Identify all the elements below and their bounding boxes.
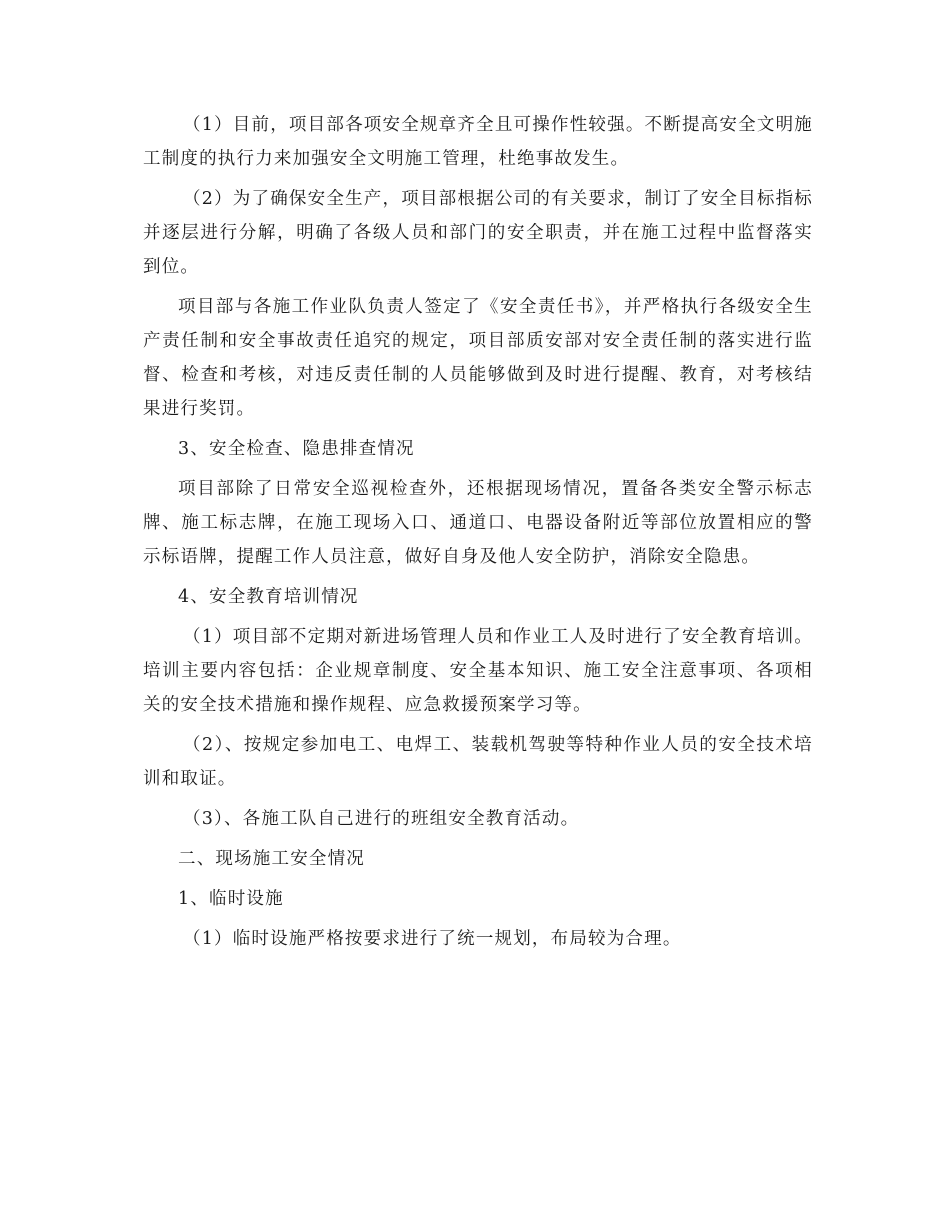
document-body xyxy=(143,108,813,956)
paragraph-1: （1）目前，项目部各项安全规章齐全且可操作性较强。不断提高安全文明施工制度的执行力来加强安全文明施工管理，杜绝事故发生。 xyxy=(143,115,813,169)
section-heading-temporary-facilities: 1、临时设施 xyxy=(178,889,284,909)
paragraph-3: 项目部与各施工作业队负责人签定了《安全责任书》，并严格执行各级安全生产责任制和安全事故责任追究的规定，项目部质安部对安全责任制的落实进行监督、检查和考核，对违反责任制的人员能够做到及时进行提醒、教育，对考核结果进行奖罚。 xyxy=(143,297,813,419)
paragraph-4: 项目部除了日常安全巡视检查外，还根据现场情况，置备各类安全警示标志牌、施工标志牌，在施工现场入口、通道口、电器设备附近等部位放置相应的警示标语牌，提醒工作人员注意，做好自身及他人安全防护，消除安全隐患。 xyxy=(143,479,813,567)
paragraph-5: （1）项目部不定期对新进场管理人员和作业工人及时进行了安全教育培训。培训主要内容包括：企业规章制度、安全基本知识、施工安全注意事项、各项相关的安全技术措施和操作规程、应急救援预案学习等。 xyxy=(143,627,813,715)
section-heading-inspection: 3、安全检查、隐患排查情况 xyxy=(178,439,415,459)
section-heading-site-safety: 二、现场施工安全情况 xyxy=(178,849,365,869)
paragraph-6: （2）、按规定参加电工、电焊工、装载机驾驶等特种作业人员的安全技术培训和取证。 xyxy=(143,735,813,789)
paragraph-2: （2）为了确保安全生产，项目部根据公司的有关要求，制订了安全目标指标并逐层进行分解，明确了各级人员和部门的安全职责，并在施工过程中监督落实到位。 xyxy=(143,189,813,277)
paragraph-8: （1）临时设施严格按要求进行了统一规划，布局较为合理。 xyxy=(183,929,682,949)
section-heading-training: 4、安全教育培训情况 xyxy=(178,587,359,607)
paragraph-7: （3）、各施工队自己进行的班组安全教育活动。 xyxy=(183,809,580,829)
